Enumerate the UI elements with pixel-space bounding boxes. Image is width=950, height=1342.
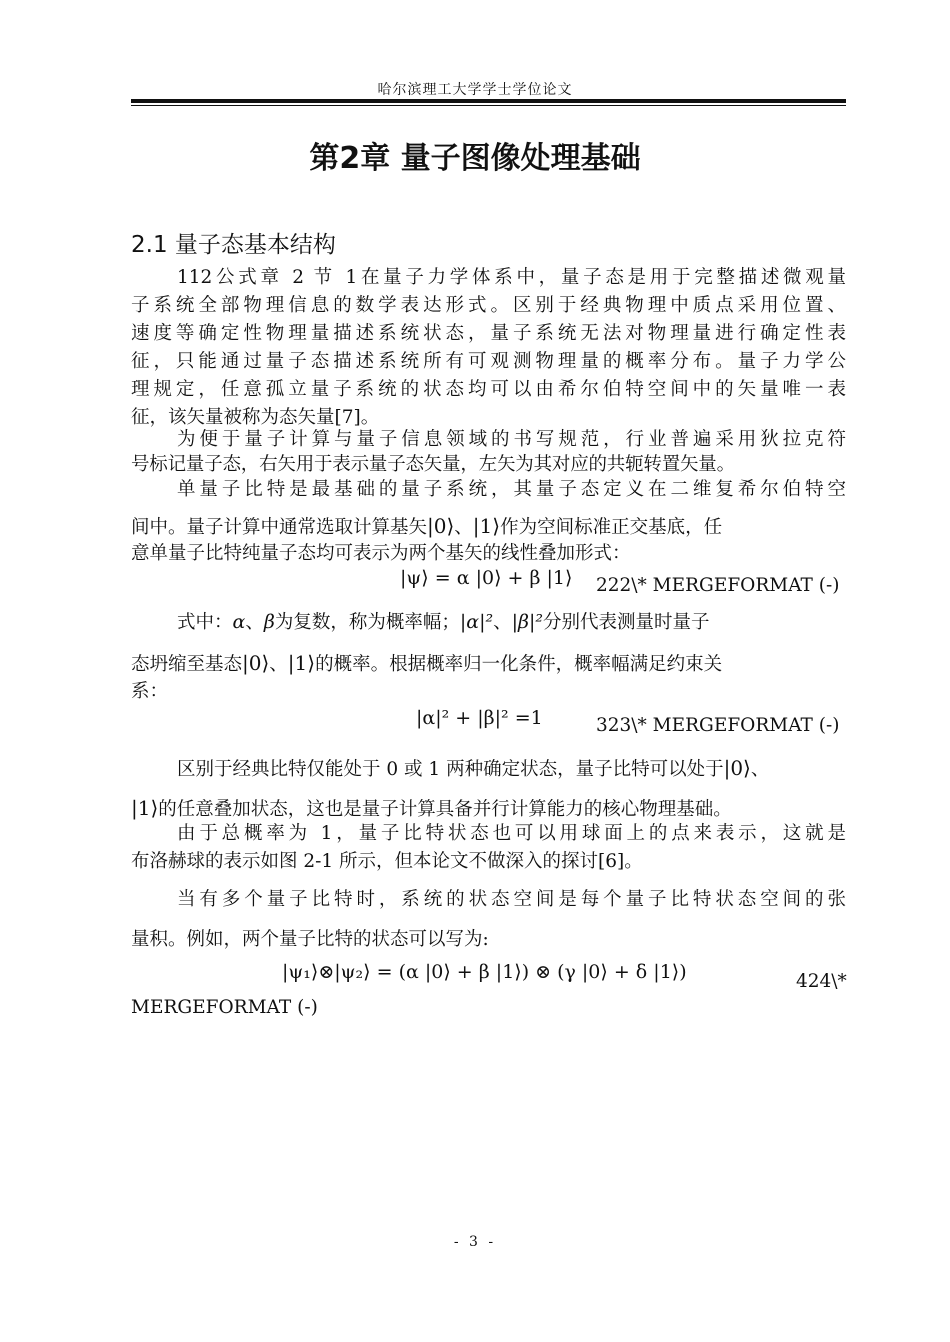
chapter-title: 第2章 量子图像处理基础 [309,141,641,176]
ket-1-symbol: |1⟩ [472,514,501,538]
alpha-squared-symbol: |α|² [459,611,494,633]
ket-0-symbol: |0⟩ [723,756,751,780]
equation-3-label-continued: MERGEFORMAT (-) [131,997,318,1018]
equation-3-label: 424\* [796,971,847,992]
equation-1-label: 222\* MERGEFORMAT (-) [596,575,840,596]
paragraph-2-line-1: 为便于量子计算与量子信息领域的书写规范，行业普遍采用狄拉克符 [177,429,846,450]
paragraph-3-line-1: 单量子比特是最基础的量子系统，其量子态定义在二维复希尔伯特空 [177,479,846,500]
paragraph-1-line-6: 征，该矢量被称为态矢量[7]。 [131,407,380,428]
paragraph-4-text-a: 式中： [177,612,233,633]
section-title: 2.1 量子态基本结构 [131,232,336,258]
paragraph-3-text-b: 作为空间标准正交基底，任 [500,517,723,538]
paragraph-4-text-d: 态坍缩至基态 [131,654,243,675]
header-rule-thick [131,99,846,103]
alpha-symbol: α [232,611,246,633]
paragraph-2-line-2: 号标记量子态，右矢用于表示量子态矢量，左矢为其对应的共轭转置矢量。 [131,454,735,475]
paragraph-4-line-3: 系： [131,681,169,702]
paragraph-5-text-a: 区别于经典比特仅能处于 0 或 1 两种确定状态，量子比特可以处于 [177,759,724,780]
paragraph-1-line-1: 112公式章 2 节 1在量子力学体系中，量子态是用于完整描述微观量 [177,267,846,288]
separator: 、 [269,654,288,675]
equation-3: |ψ₁⟩⊗|ψ₂⟩ = (α |0⟩ + β |1⟩) ⊗ (γ |0⟩ + δ |1⟩) [282,961,687,983]
paragraph-7-line-2: 量积。例如，两个量子比特的状态可以写为: [131,929,489,950]
paragraph-4-text-e: 的概率。根据概率归一化条件，概率幅满足约束关 [315,654,723,675]
beta-squared-symbol: |β|² [511,611,544,633]
paragraph-3-line-2 [131,514,846,540]
ket-1-symbol: |1⟩ [131,796,159,820]
separator: 、 [454,517,473,538]
paragraph-7-line-1: 当有多个量子比特时，系统的状态空间是每个量子比特状态空间的张 [177,889,846,910]
equation-2-label: 323\* MERGEFORMAT (-) [596,715,840,736]
paragraph-3-line-3: 意单量子比特纯量子态均可表示为两个基矢的线性叠加形式： [131,543,631,564]
paragraph-5-line-1 [177,756,846,782]
separator: 、 [750,759,770,780]
paragraph-6-line-1: 由于总概率为 1，量子比特状态也可以用球面上的点来表示，这就是 [177,823,846,844]
separator: 、 [493,612,512,633]
ket-1-symbol: |1⟩ [287,651,316,675]
paragraph-1-line-5: 理规定，任意孤立量子系统的状态均可以由希尔伯特空间中的矢量唯一表 [131,379,846,400]
separator: 、 [245,612,264,633]
paragraph-3-text-a: 间中。量子计算中通常选取计算基矢 [131,517,428,538]
ket-0-symbol: |0⟩ [242,651,270,675]
page-number: - 3 - [453,1234,497,1250]
ket-0-symbol: |0⟩ [427,514,455,538]
paragraph-1-line-2: 子系统全部物理信息的数学表达形式。区别于经典物理中质点采用位置、 [131,295,846,316]
paragraph-4-line-2 [131,651,846,677]
paragraph-4-text-b: 为复数，称为概率幅； [274,612,460,633]
beta-symbol: β [263,611,275,633]
paragraph-1-line-3: 速度等确定性物理量描述系统状态，量子系统无法对物理量进行确定性表 [131,323,846,344]
paragraph-5-text-b: 的任意叠加状态，这也是量子计算具备并行计算能力的核心物理基础。 [158,799,732,820]
equation-2: |α|² + |β|² =1 [416,707,543,729]
paragraph-6-line-2: 布洛赫球的表示如图 2-1 所示，但本论文不做深入的探讨[6]。 [131,851,643,872]
running-header: 哈尔滨理工大学学士学位论文 [377,82,573,98]
header-rule-thin [131,105,846,106]
paragraph-4-line-1 [177,610,846,635]
paragraph-5-line-2 [131,796,846,822]
paragraph-1-line-4: 征，只能通过量子态描述系统所有可观测物理量的概率分布。量子力学公 [131,351,846,372]
paragraph-4-text-c: 分别代表测量时量子 [543,612,710,633]
equation-1: |ψ⟩ = α |0⟩ + β |1⟩ [400,567,573,589]
